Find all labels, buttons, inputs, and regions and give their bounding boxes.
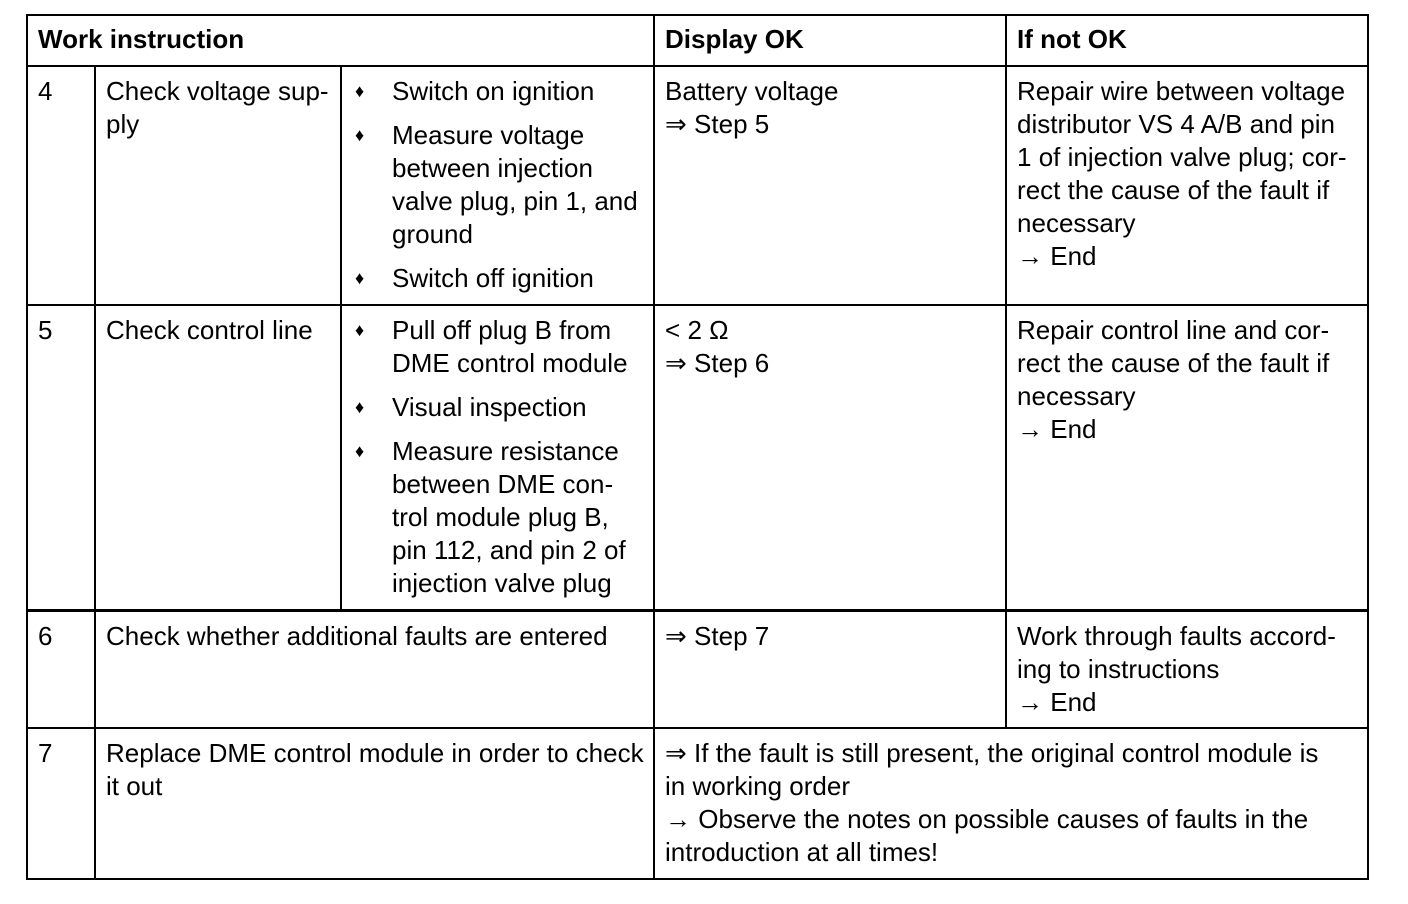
header-if-not-ok: If not OK (1006, 15, 1368, 66)
text-line: ing to instructions (1017, 653, 1220, 684)
text-line: ⇒ Step 6 (665, 348, 770, 378)
work-instruction-table (26, 14, 1369, 880)
step-number: 4 (27, 66, 95, 305)
text-line: it out (106, 770, 163, 801)
text-line: between DME con- (392, 469, 614, 499)
text-line: pin 112, and pin 2 of (392, 535, 626, 565)
text-line: Work through faults accord- (1017, 620, 1336, 651)
text-line: Measure resistance (392, 436, 619, 466)
text-line: → End (1017, 241, 1097, 271)
text-line: trol module plug B, (392, 502, 609, 532)
list-item (352, 435, 644, 600)
step-number: 5 (27, 305, 95, 610)
text-line: 1 of injection valve plug; cor- (1017, 142, 1347, 172)
text-line: Repair control line and cor- (1017, 315, 1330, 345)
action-text (392, 435, 644, 600)
action-text (392, 391, 644, 424)
list-item (352, 119, 644, 251)
table-row (27, 305, 1368, 610)
if-not-ok-cell (1006, 610, 1368, 728)
actions-cell (341, 305, 654, 610)
list-item (352, 262, 644, 295)
actions-cell (341, 66, 654, 305)
text-line: valve plug, pin 1, and (392, 186, 638, 216)
text-line: < 2 Ω (665, 315, 729, 345)
text-line: Battery voltage (665, 76, 839, 106)
header-display-ok: Display OK (654, 15, 1006, 66)
result-cell (654, 728, 1368, 879)
diamond-bullet-icon: ♦ (355, 125, 365, 145)
diamond-bullet-icon: ♦ (355, 441, 365, 461)
text-line: injection valve plug (392, 568, 612, 598)
action-text (392, 75, 644, 108)
text-line: ⇒ If the fault is still present, the original control module is (665, 737, 1319, 768)
action-text (392, 314, 644, 380)
text-line: Check whether additional faults are entered (106, 620, 608, 651)
text-line: Switch off ignition (392, 263, 594, 293)
header-work-instruction: Work instruction (27, 15, 654, 66)
text-line: DME control module (392, 348, 628, 378)
display-ok-cell (654, 66, 1006, 305)
diamond-bullet-icon: ♦ (355, 81, 365, 101)
text-line: introduction at all times! (665, 836, 939, 867)
text-line: rect the cause of the fault if (1017, 348, 1330, 378)
text-line: Replace DME control module in order to check (106, 737, 644, 768)
action-list (352, 314, 644, 600)
if-not-ok-cell (1006, 66, 1368, 305)
if-not-ok-cell (1006, 305, 1368, 610)
display-ok-cell (654, 305, 1006, 610)
text-line: → End (1017, 686, 1097, 717)
text-line: Check control line (106, 315, 313, 345)
text-line: → Observe the notes on possible causes of faults in the (665, 803, 1309, 834)
task-cell (95, 305, 341, 610)
list-item (352, 391, 644, 424)
table-header-row (27, 15, 1368, 66)
table-row (27, 66, 1368, 305)
text-line: Check voltage sup- (106, 76, 329, 106)
text-line: ground (392, 219, 473, 249)
task-cell (95, 66, 341, 305)
action-text (392, 262, 644, 295)
text-line: ⇒ Step 5 (665, 109, 770, 139)
display-ok-cell (654, 610, 1006, 728)
text-line: Measure voltage (392, 120, 585, 150)
step-number: 6 (27, 610, 95, 728)
text-line: Repair wire between voltage (1017, 76, 1346, 106)
text-line: Visual inspection (392, 392, 587, 422)
diamond-bullet-icon: ♦ (355, 268, 365, 288)
text-line: distributor VS 4 A/B and pin (1017, 109, 1335, 139)
action-text (392, 119, 644, 251)
text-line: rect the cause of the fault if (1017, 175, 1330, 205)
text-line: → End (1017, 414, 1097, 444)
text-line: Pull off plug B from (392, 315, 612, 345)
text-line: necessary (1017, 208, 1136, 238)
text-line: necessary (1017, 381, 1136, 411)
task-cell (95, 728, 654, 879)
text-line: in working order (665, 770, 851, 801)
text-line: between injection (392, 153, 593, 183)
list-item (352, 75, 644, 108)
text-line: ⇒ Step 7 (665, 620, 770, 651)
table-row (27, 610, 1368, 728)
step-number: 7 (27, 728, 95, 879)
diamond-bullet-icon: ♦ (355, 320, 365, 340)
table-row (27, 728, 1368, 879)
text-line: ply (106, 109, 140, 139)
diamond-bullet-icon: ♦ (355, 397, 365, 417)
text-line: Switch on ignition (392, 76, 595, 106)
action-list (352, 75, 644, 295)
list-item (352, 314, 644, 380)
task-cell (95, 610, 654, 728)
